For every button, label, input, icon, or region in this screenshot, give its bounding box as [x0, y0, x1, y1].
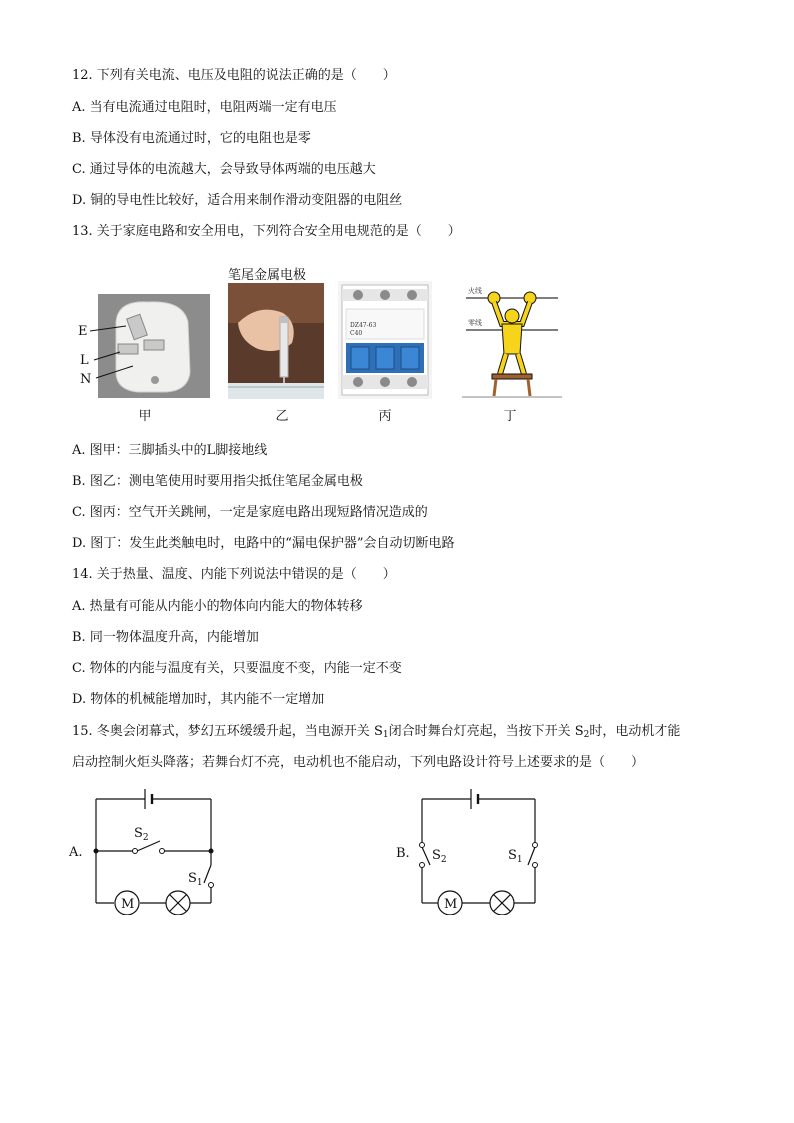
circuit-b-switch2-label: $S_2$ [432, 848, 447, 865]
test-pen-photo [228, 283, 324, 399]
breaker-model-text: DZ47-63 [350, 322, 377, 329]
caption-bing: 丙 [378, 409, 392, 424]
q13-option-b: B. 图乙：测电笔使用时要用指尖抵住笔尾金属电极 [72, 474, 363, 489]
breaker-rating-text: C40 [350, 330, 363, 337]
caption-ding: 丁 [503, 409, 517, 424]
q14-option-b: B. 同一物体温度升高，内能增加 [72, 630, 259, 645]
q12-option-b: B. 导体没有电流通过时，它的电阻也是零 [72, 131, 311, 146]
plug-pin-e: E [78, 324, 88, 339]
live-wire-label: 火线 [468, 287, 482, 295]
electrocution-cartoon [462, 284, 562, 400]
q15-stem-line1: 15. 冬奥会闭幕式，梦幻五环缓缓升起，当电源开关 $S_1$闭合时舞台灯亮起，当按下开关 $S_2$时，电动机才能 [72, 724, 681, 740]
circuit-a-option-label: A. [69, 845, 83, 860]
circuit-a-switch1-label: $S_1$ [188, 871, 203, 888]
circuit-b-option-label: B. [396, 846, 410, 861]
neutral-wire-label: 零线 [468, 319, 482, 327]
plug-pin-l: L [80, 353, 89, 368]
q15-stem-line2: 启动控制火炬头降落；若舞台灯不亮，电动机也不能启动，下列电路设计符号上述要求的是（ ） [72, 755, 645, 770]
q13-option-a: A. 图甲：三脚插头中的L脚接地线 [72, 443, 268, 458]
circuit-a-motor-label: M [121, 897, 135, 912]
q13-stem: 13. 关于家庭电路和安全用电，下列符合安全用电规范的是（ ） [72, 224, 461, 239]
q14-stem: 14. 关于热量、温度、内能下列说法中错误的是（ ） [72, 567, 396, 582]
pen-electrode-label: 笔尾金属电极 [228, 268, 307, 283]
circuit-b [390, 785, 550, 915]
q14-option-d: D. 物体的机械能增加时，其内能不一定增加 [72, 692, 325, 707]
q14-option-a: A. 热量有可能从内能小的物体向内能大的物体转移 [72, 599, 363, 614]
air-switch-photo [338, 281, 432, 399]
plug-pin-n: N [80, 372, 92, 387]
q14-option-c: C. 物体的内能与温度有关，只要温度不变，内能一定不变 [72, 661, 402, 676]
q13-option-c: C. 图丙：空气开关跳闸，一定是家庭电路出现短路情况造成的 [72, 505, 428, 520]
caption-jia: 甲 [138, 409, 152, 424]
circuit-b-motor-label: M [444, 897, 458, 912]
circuit-b-switch1-label: $S_1$ [508, 848, 523, 865]
q12-stem: 12. 下列有关电流、电压及电阻的说法正确的是（ ） [72, 68, 396, 83]
circuit-a-switch2-label: $S_2$ [134, 826, 149, 843]
q12-option-c: C. 通过导体的电流越大，会导致导体两端的电压越大 [72, 162, 376, 177]
q12-option-a: A. 当有电流通过电阻时，电阻两端一定有电压 [72, 100, 337, 115]
circuit-a [64, 785, 224, 915]
q13-option-d: D. 图丁：发生此类触电时，电路中的“漏电保护器”会自动切断电路 [72, 536, 455, 551]
plug-photo [78, 292, 212, 400]
q12-option-d: D. 铜的导电性比较好，适合用来制作滑动变阻器的电阻丝 [72, 193, 403, 208]
caption-yi: 乙 [275, 409, 289, 424]
